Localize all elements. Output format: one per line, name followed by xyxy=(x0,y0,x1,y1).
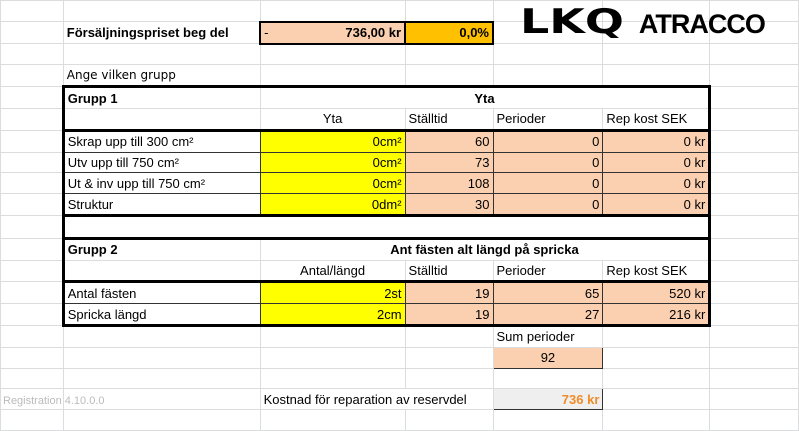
row-label: Utv upp till 750 cm² xyxy=(63,152,260,173)
area-input[interactable]: 0cm² xyxy=(260,173,405,194)
group-prompt: Ange vilken grupp xyxy=(63,65,260,87)
perioder-cell: 0 xyxy=(493,194,603,216)
row-label: Ut & inv upp till 750 cm² xyxy=(63,173,260,194)
perioder-cell: 0 xyxy=(493,173,603,194)
total-label: Kostnad för reparation av reservdel xyxy=(260,389,493,410)
row-label: Spricka längd xyxy=(63,304,260,326)
kost-cell: 520 kr xyxy=(603,282,710,304)
kost-cell: 0 kr xyxy=(603,173,710,194)
stalltid-cell: 19 xyxy=(405,304,493,326)
sale-price-value: 736,00 kr xyxy=(345,25,402,41)
header-perioder: Perioder xyxy=(493,260,603,282)
lkq-atracco-logo xyxy=(520,2,765,42)
header-antal: Antal/längd xyxy=(260,260,405,282)
sale-price-cell[interactable] xyxy=(260,22,405,44)
percent-cell[interactable]: 0,0% xyxy=(405,22,493,44)
sum-value: 92 xyxy=(493,347,603,368)
stalltid-cell: 30 xyxy=(405,194,493,216)
group1-title: Grupp 1 xyxy=(63,87,260,109)
kost-cell: 0 kr xyxy=(603,130,710,152)
header-rep-kost: Rep kost SEK xyxy=(603,108,710,130)
logo-atracco: ATRACCO xyxy=(638,9,765,39)
header-stalltid: Ställtid xyxy=(405,260,493,282)
total-value: 736 kr xyxy=(493,389,603,410)
perioder-cell: 27 xyxy=(493,304,603,326)
length-input[interactable]: 2cm xyxy=(260,304,405,326)
sale-price-label: Försäljningspriset beg del xyxy=(63,22,260,44)
stalltid-cell: 108 xyxy=(405,173,493,194)
header-stalltid: Ställtid xyxy=(405,108,493,130)
area-input[interactable]: 0dm² xyxy=(260,194,405,216)
header-yta: Yta xyxy=(260,108,405,130)
header-perioder: Perioder xyxy=(493,108,603,130)
stalltid-cell: 19 xyxy=(405,282,493,304)
kost-cell: 0 kr xyxy=(603,152,710,173)
group2-title: Grupp 2 xyxy=(63,238,260,260)
row-label: Skrap upp till 300 cm² xyxy=(63,130,260,152)
area-input[interactable]: 0cm² xyxy=(260,130,405,152)
logo-lkq: LKQ xyxy=(520,2,624,42)
perioder-cell: 65 xyxy=(493,282,603,304)
header-rep-kost: Rep kost SEK xyxy=(603,260,710,282)
row-label: Antal fästen xyxy=(63,282,260,304)
area-input[interactable]: 0cm² xyxy=(260,152,405,173)
count-input[interactable]: 2st xyxy=(260,282,405,304)
sum-label: Sum perioder xyxy=(493,325,603,347)
row-label: Struktur xyxy=(63,194,260,216)
version-label: Registration 4.10.0.0 xyxy=(3,395,105,407)
perioder-cell: 0 xyxy=(493,152,603,173)
stalltid-cell: 60 xyxy=(405,130,493,152)
group1-section: Yta xyxy=(260,87,710,109)
group2-section: Ant fästen alt längd på spricka xyxy=(260,238,710,260)
kost-cell: 0 kr xyxy=(603,194,710,216)
kost-cell: 216 kr xyxy=(603,304,710,326)
stalltid-cell: 73 xyxy=(405,152,493,173)
perioder-cell: 0 xyxy=(493,130,603,152)
dash: - xyxy=(264,25,269,41)
